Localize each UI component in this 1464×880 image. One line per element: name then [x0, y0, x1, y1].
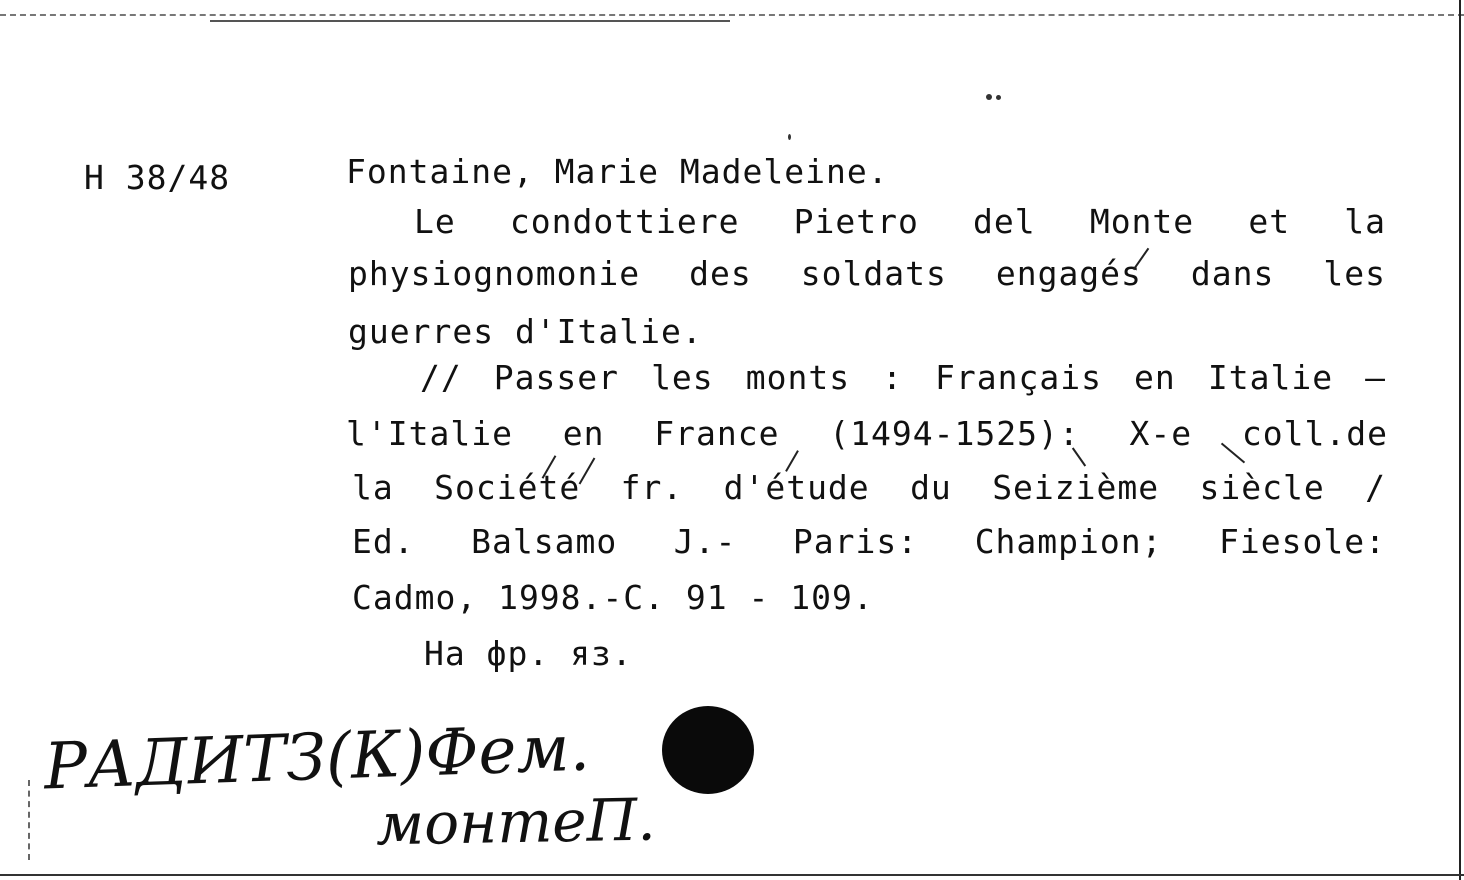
source-line-4: Ed. Balsamo J.- Paris: Champion; Fiesole: — [352, 522, 1386, 561]
punched-hole — [662, 706, 754, 794]
ink-speck — [986, 94, 992, 100]
language-note: На фр. яз. — [424, 634, 633, 673]
top-border-line — [0, 14, 1464, 16]
ink-speck — [996, 95, 1001, 100]
left-margin-dashes — [28, 780, 30, 860]
title-line-3: guerres d'Italie. — [348, 312, 703, 351]
call-number: H 38/48 — [84, 158, 231, 197]
author-heading: Fontaine, Marie Madeleine. — [346, 152, 889, 191]
right-border-line — [1459, 0, 1461, 880]
handwritten-note-line-1: РАДИТЗ(К)Фем. — [42, 711, 591, 805]
source-line-5: Cadmo, 1998.-C. 91 - 109. — [352, 578, 874, 617]
bottom-border-line — [0, 874, 1464, 876]
source-line-2: l'Italie en France (1494-1525): X-e coll.de — [346, 414, 1388, 453]
source-line-1: // Passer les monts : Français en Italie – — [420, 358, 1386, 397]
source-line-3: la Société fr. d'étude du Seizième siècle / — [352, 468, 1386, 507]
title-line-2: physiognomonie des soldats engagés dans les — [348, 254, 1386, 293]
title-line-1: Le condottiere Pietro del Monte et la — [414, 202, 1386, 241]
handwritten-note-line-2: монтеП. — [375, 785, 657, 859]
top-rule-line — [210, 20, 730, 22]
ink-speck — [788, 134, 791, 140]
